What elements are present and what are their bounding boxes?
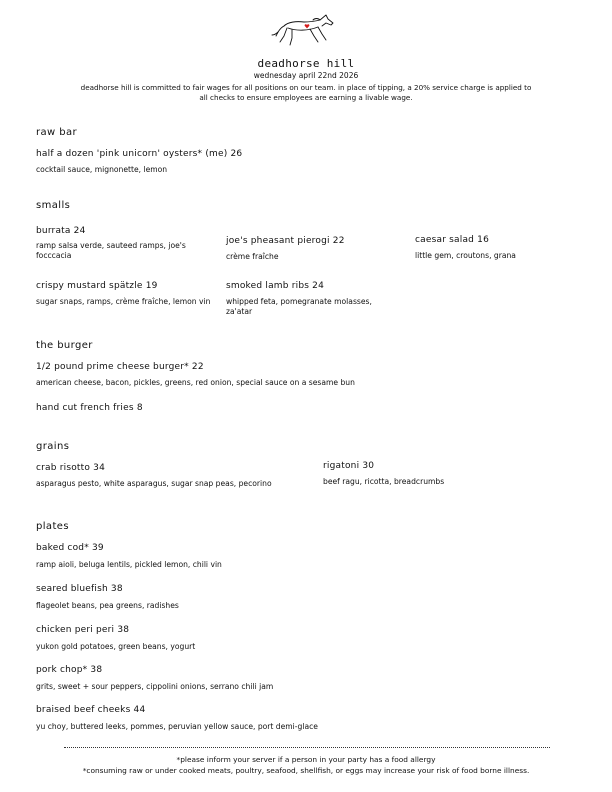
venue-name: deadhorse hill: [257, 57, 355, 70]
menu-item-name: crispy mustard spätzle 19: [36, 281, 158, 291]
menu-item-description: yukon gold potatoes, green beans, yogurt: [36, 642, 196, 651]
menu-item-description: crème fraîche: [226, 252, 279, 261]
menu-item-description: little gem, croutons, grana: [415, 251, 516, 260]
horse-logo-icon: [270, 12, 342, 48]
menu-item-description: asparagus pesto, white asparagus, sugar snap peas, pecorino: [36, 479, 272, 488]
menu-item-description: sugar snaps, ramps, crème fraîche, lemon vin: [36, 297, 211, 306]
menu-date: wednesday april 22nd 2026: [253, 71, 359, 80]
raw-food-warning: *consuming raw or under cooked meats, poultry, seafood, shellfish, or eggs may increase your risk of food borne illness.: [82, 766, 530, 775]
menu-item-name: seared bluefish 38: [36, 584, 123, 594]
menu-item-description: grits, sweet + sour peppers, cippolini onions, serrano chili jam: [36, 682, 274, 691]
menu-item-name: 1/2 pound prime cheese burger* 22: [36, 362, 204, 372]
menu-item-name: joe's pheasant pierogi 22: [226, 236, 345, 246]
menu-item-name: caesar salad 16: [415, 235, 490, 245]
menu-item-name: braised beef cheeks 44: [36, 705, 146, 715]
menu-item-name: rigatoni 30: [323, 461, 375, 471]
dotted-divider: [64, 747, 550, 748]
allergy-note: *please inform your server if a person in your party has a food allergy: [176, 755, 436, 764]
menu-item-name: chicken peri peri 38: [36, 625, 130, 635]
section-heading-smalls: smalls: [36, 200, 71, 211]
menu-item-name: burrata 24: [36, 226, 86, 236]
policy-line: deadhorse hill is committed to fair wages for all positions on our team. in place of tipping, a 20% service charge is applied to: [80, 83, 532, 92]
menu-item-description: beef ragu, ricotta, breadcrumbs: [323, 477, 445, 486]
menu-item-description: ramp aioli, beluga lentils, pickled lemon, chili vin: [36, 560, 222, 569]
menu-item-description: yu choy, buttered leeks, pommes, peruvian yellow sauce, port demi-glace: [36, 722, 318, 731]
menu-item-name: crab risotto 34: [36, 463, 106, 473]
menu-item-description: whipped feta, pomegranate molasses, za'atar: [226, 297, 372, 316]
menu-item-description: american cheese, bacon, pickles, greens, red onion, special sauce on a sesame bun: [36, 378, 355, 387]
menu-item-name: baked cod* 39: [36, 543, 104, 553]
menu-item-name: half a dozen 'pink unicorn' oysters* (me) 26: [36, 149, 243, 159]
section-heading-grains: grains: [36, 441, 70, 452]
menu-item-name: hand cut french fries 8: [36, 403, 143, 413]
policy-line: all checks to ensure employees are earning a livable wage.: [199, 93, 413, 102]
section-heading-raw-bar: raw bar: [36, 127, 77, 138]
menu-item-name: pork chop* 38: [36, 665, 103, 675]
menu-item-description: cocktail sauce, mignonette, lemon: [36, 165, 168, 174]
menu-item-description: ramp salsa verde, sauteed ramps, joe's focccacia: [36, 241, 186, 260]
section-heading-burger: the burger: [36, 340, 93, 351]
menu-item-description: flageolet beans, pea greens, radishes: [36, 601, 179, 610]
service-charge-policy: [30, 83, 582, 103]
section-heading-plates: plates: [36, 521, 69, 532]
menu-item-name: smoked lamb ribs 24: [226, 281, 325, 291]
